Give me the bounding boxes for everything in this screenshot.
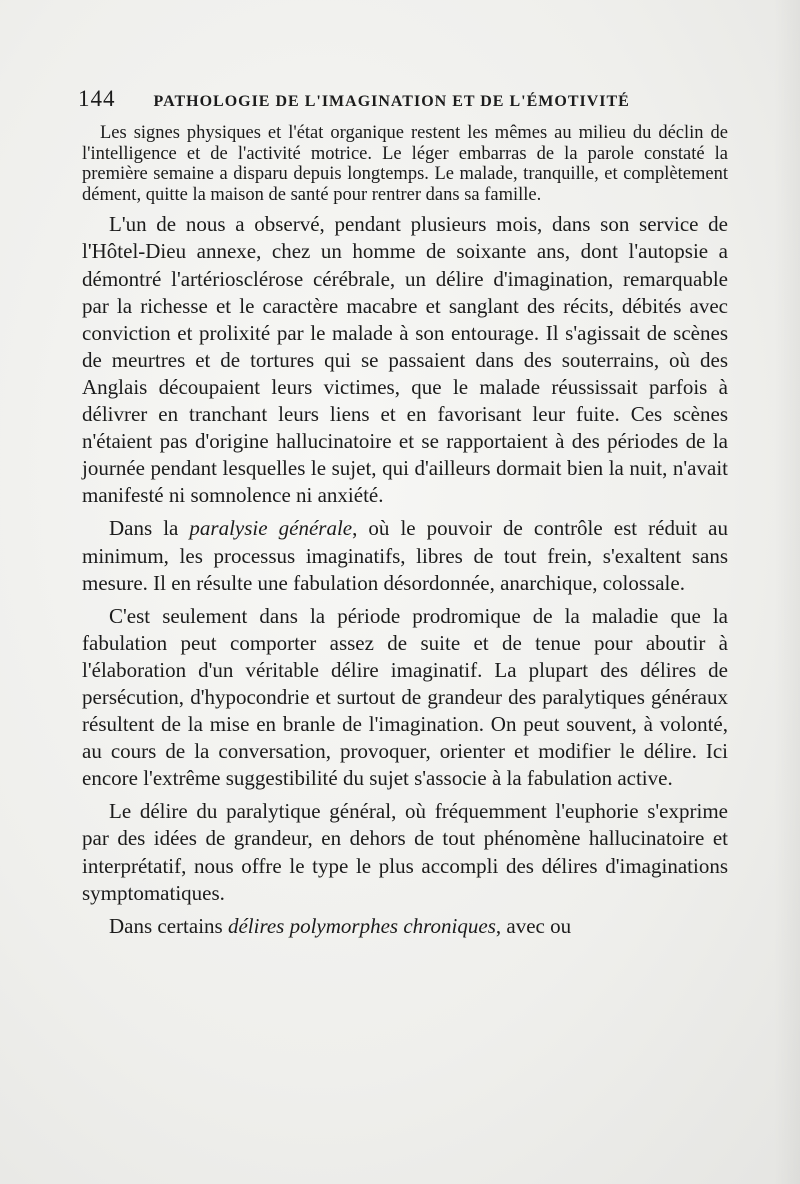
running-title: PATHOLOGIE DE L'IMAGINATION ET DE L'ÉMOTIVITÉ [153,93,630,110]
paragraph-3-intro: Dans la [109,516,190,541]
paragraph-6-rest: , avec ou [495,913,572,938]
page-number: 144 [78,86,116,111]
paragraph-3-rest: , où le pouvoir de contrôle est réduit au minimum, les processus imaginatifs, libres de tout frein, s'exaltent sans mesure. Il en résulte une fabulation désordonnée, anarchique, colossale. [82,516,728,595]
paragraph-3 [82,515,728,596]
page-header [78,86,728,112]
paragraph-3-emphasis: paralysie générale [189,516,353,541]
paragraph-6-intro: Dans certains [109,913,228,938]
paragraph-2: L'un de nous a observé, pendant plusieurs mois, dans son service de l'Hôtel-Dieu annexe, chez un homme de soixante ans, dont l'autopsie a démontré l'artériosclérose cérébrale, un délire d'imagination, remarquable par la richesse et le caractère macabre et sanglant des récits, débités avec conviction et prolixité par le malade à son entourage. Il s'agissait de scènes de meurtres et de tortures qui se passaient dans des souterrains, où des Anglais découpaient leurs victimes, que le malade réussissait parfois à délivrer en tranchant leurs liens et en favorisant leur fuite. Ces scènes n'étaient pas d'origine hallucinatoire et se rapportaient à des périodes de la journée pendant lesquelles le sujet, qui d'ailleurs dormait bien la nuit, n'avait manifesté ni somnolence ni anxiété. [82,212,728,508]
paragraph-5: Le délire du paralytique général, où fréquemment l'euphorie s'exprime par des idées de grandeur, en dehors de tout phénomène hallucinatoire et interprétatif, nous offre le type le plus accompli des délires d'imaginations symptomatiques. [82,799,728,905]
page-edge-shadow [774,0,800,1184]
paragraph-4: C'est seulement dans la période prodromique de la maladie que la fabulation peut comporter assez de suite et de tenue pour aboutir à l'élaboration d'un véritable délire imaginatif. La plupart des délires de persécution, d'hypocondrie et surtout de grandeur des paralytiques généraux résultent de la mise en branle de l'imagination. On peut souvent, à volonté, au cours de la conversation, provoquer, orienter et modifier le délire. Ici encore l'extrême suggestibilité du sujet s'associe à la fabulation active. [82,603,728,791]
paragraph-1: Les signes physiques et l'état organique restent les mêmes au milieu du déclin de l'intelligence et de l'activité motrice. Le léger embarras de la parole constaté la première semaine a disparu depuis longtemps. Le malade, tranquille, et complètement dément, quitte la maison de santé pour rentrer dans sa famille. [82,123,728,205]
paragraph-6 [82,913,728,940]
paragraph-6-emphasis: délires polymorphes chroniques [227,913,496,938]
page-body [82,123,728,940]
